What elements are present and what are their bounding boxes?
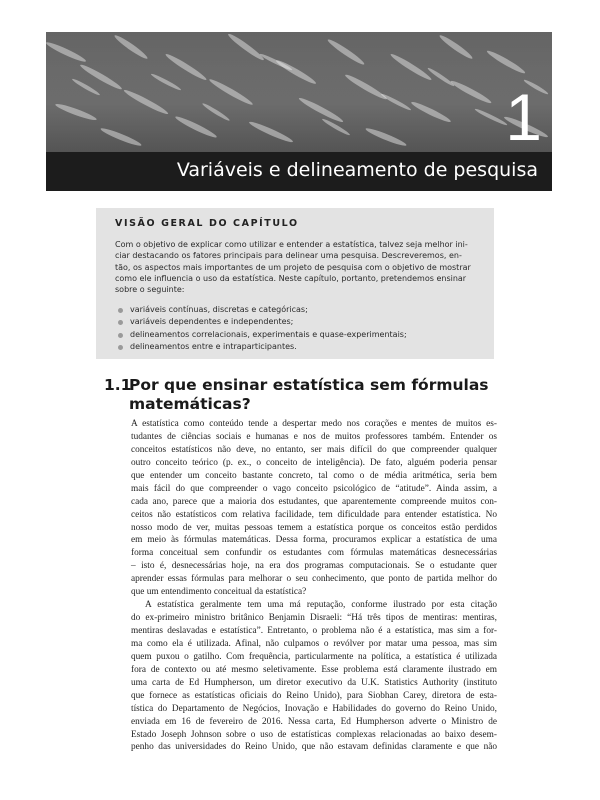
overview-intro-line: sobre o seguinte: [115, 285, 185, 295]
list-item [118, 341, 407, 353]
paragraph-line: outro conceito teórico (p. ex., o conceito de inteligência). De fato, alguém poderia pensar [131, 457, 497, 468]
paragraph-line: aprender essas fórmulas para melhorar o seu conhecimento, que ponto de partida melhor do [131, 574, 497, 585]
paragraph-line: fora de contexto ou até mesmo seletivamente. Esse problema está claramente ilustrado em [131, 664, 497, 675]
list-item-text: variáveis dependentes e independentes; [130, 317, 294, 327]
list-item [118, 316, 407, 328]
bullet-icon [118, 320, 123, 325]
overview-heading: VISÃO GERAL DO CAPÍTULO [115, 218, 299, 229]
overview-bullet-list [118, 304, 407, 353]
chapter-title: Variáveis e delineamento de pesquisa [176, 159, 538, 181]
paragraph-line: ma como ela é utilizada. Afinal, não culpamos o revólver por matar uma pessoa, mas sim [131, 638, 497, 649]
chapter-banner-image [46, 32, 552, 152]
paragraph-line: enviada em 16 de fevereiro de 2016. Nessa carta, Ed Humpherson adverte o Ministro de [131, 716, 497, 727]
paragraph-line: em meio às fórmulas matemáticas. Dessa forma, procuramos explicar a estatística de uma [131, 535, 497, 546]
paragraph-line: mentiras deslavadas e estatística”. Entretanto, o problema não é a estatística, mas sim a for- [131, 626, 497, 636]
chapter-title-bar [46, 152, 552, 191]
section-title-line: matemáticas? [129, 395, 251, 413]
paragraph-line: que entender um conceito bastante concreto, tal como o de média aritmética, seria bem [131, 470, 497, 481]
paragraph-line: uma carta de Ed Humpherson, um diretor executivo da U.K. Statistics Authority (instituto [131, 677, 497, 688]
paragraph-line: cada ano, parece que a maioria dos estudantes, que aparentemente compreende muitos con- [131, 496, 497, 507]
paragraph-line: que um entendimento conceitual da estatística? [131, 587, 307, 598]
paragraph-line: conceitos estatísticos não deve, no entanto, ser mais difícil do que compreender qualquer [131, 444, 497, 455]
paragraph-line: forma conceitual sem confundir os estudantes com fórmulas matemáticas desnecessárias [131, 548, 497, 559]
overview-intro-line: ciar destacando os fatores principais para delinear uma pesquisa. Descreveremos, en- [115, 251, 462, 261]
list-item [118, 304, 407, 316]
overview-intro-line: Com o objetivo de explicar como utilizar e entender a estatística, talvez seja melhor ini- [115, 240, 468, 249]
list-item-text: variáveis contínuas, discretas e categóricas; [130, 305, 308, 314]
list-item [118, 329, 407, 341]
bullet-icon [118, 345, 123, 350]
paragraph-line: A estatística geralmente tem uma má reputação, conforme ilustrado por esta citação [145, 600, 497, 611]
paragraph-line: penho das universidades do Reino Unido, que não estavam definidas claramente e que não [131, 742, 497, 753]
overview-intro-line: tão, os aspectos mais importantes de um projeto de pesquisa com o objetivo de mostrar [115, 262, 471, 272]
paragraph-line: tística do Departamento de Negócios, Inovação e Habilidades do governo do Reino Unido, [131, 703, 497, 714]
paragraph-line: quem puxou o gatilho. Com frequência, particularmente na política, a estatística é utilizada [131, 651, 497, 662]
section-number: 1.1 [104, 376, 132, 394]
section-title [129, 376, 489, 414]
section-title-line: Por que ensinar estatística sem fórmulas [129, 376, 489, 394]
list-item-text: delineamentos entre e intraparticipantes. [130, 341, 297, 351]
chapter-overview-box [96, 208, 494, 359]
paragraph-line: nosso modo de ver, muitas pessoas temem a estatística porque os conceitos estão perdidos [131, 522, 497, 533]
body-text [131, 418, 497, 754]
fish-school-illustration [46, 32, 552, 152]
paragraph-line: Estado Joseph Johnson sobre o uso de estatísticas complexas relacionadas ao baixo desem- [131, 729, 497, 740]
paragraph-line: do ex-primeiro ministro britânico Benjamin Disraeli: “Há três tipos de mentiras: mentiras, [131, 613, 497, 624]
overview-intro [115, 239, 480, 295]
paragraph-line: mais fácil do que compreender o vago conceito psicológico de “atitude”. Ainda assim, a [131, 483, 497, 494]
paragraph-line: tudantes de ciências sociais e humanas e nos de muitos professores também. Entender os [131, 431, 497, 442]
bullet-icon [118, 333, 123, 338]
chapter-number: 1 [505, 80, 542, 152]
paragraph-line: que fornece as estatísticas oficiais do Reino Unido), para Siobhan Carey, diretora de esta- [131, 690, 497, 701]
paragraph-line: – isto é, desnecessárias hoje, na era dos programas computacionais. Se o estudante quer [131, 561, 497, 572]
overview-intro-line: como ele influencia o uso da estatística. Neste capítulo, portanto, pretendemos ensinar [115, 273, 467, 283]
paragraph-line: ceitos não estatísticos com relativa facilidade, tem dificuldade para entender estatística. No [131, 509, 497, 520]
list-item-text: delineamentos correlacionais, experimentais e quase-experimentais; [130, 329, 407, 339]
paragraph-line: A estatística como conteúdo tende a despertar medo nos corações e mentes de muitos es- [131, 419, 497, 429]
bullet-icon [118, 308, 123, 313]
